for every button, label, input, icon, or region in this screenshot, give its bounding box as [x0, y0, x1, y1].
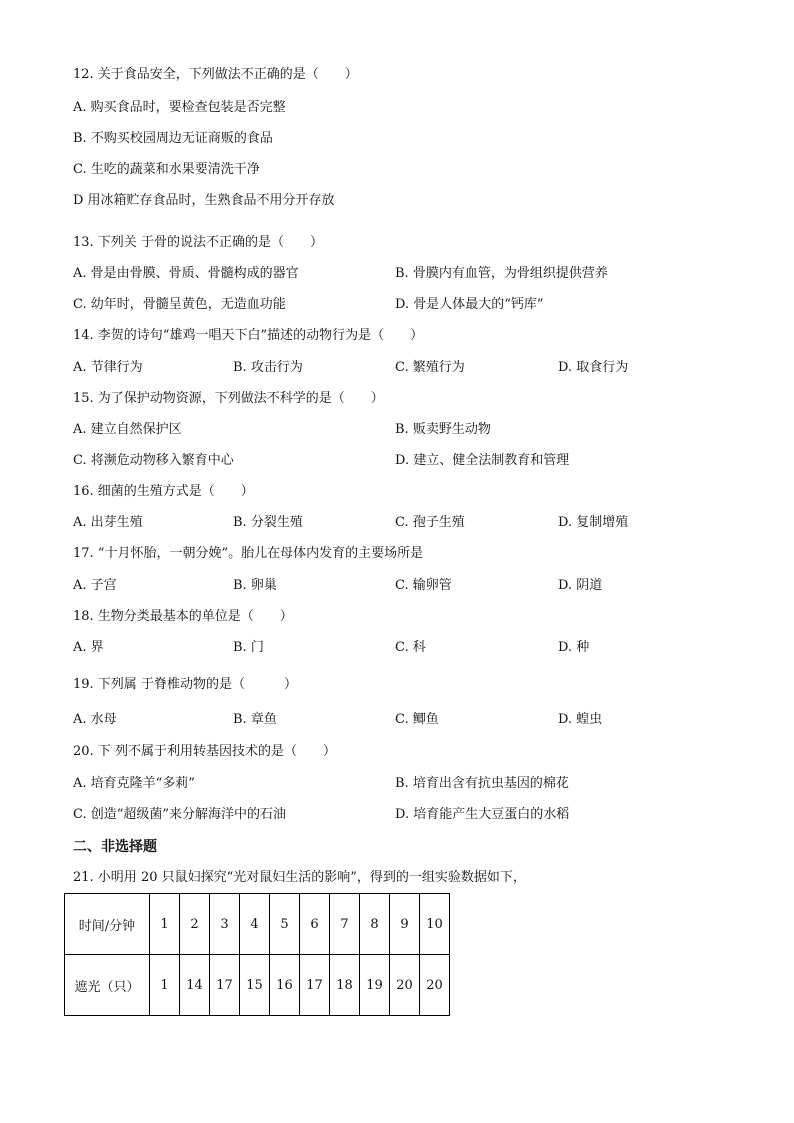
table-data-cell: 20	[390, 955, 420, 1016]
table-header-cell: 3	[210, 894, 240, 955]
question-15-stem: 15. 为了保护动物资源，下列做法不科学的是（ ）	[73, 391, 384, 406]
question-19-option-d: D. 蝗虫	[558, 712, 603, 727]
question-17-option-b: B. 卵巢	[233, 578, 277, 593]
question-12-option-c: C. 生吃的蔬菜和水果要清洗干净	[73, 162, 260, 177]
question-18-option-c: C. 科	[395, 640, 426, 655]
table-header-cell: 9	[390, 894, 420, 955]
question-15-option-a: A. 建立自然保护区	[73, 422, 182, 437]
question-13-option-d: D. 骨是人体最大的“钙库”	[395, 297, 544, 312]
question-16-option-b: B. 分裂生殖	[233, 515, 303, 530]
question-16-stem: 16. 细菌的生殖方式是（ ）	[73, 484, 254, 499]
question-20-option-d: D. 培育能产生大豆蛋白的水稻	[395, 807, 570, 822]
question-16-option-d: D. 复制增殖	[558, 515, 629, 530]
table-header-cell: 时间/分钟	[65, 894, 150, 955]
question-16-option-c: C. 孢子生殖	[395, 515, 465, 530]
question-18-option-d: D. 种	[558, 640, 590, 655]
question-19-stem: 19. 下列属 于脊椎动物的是（ ）	[73, 677, 297, 692]
question-15-option-b: B. 贩卖野生动物	[395, 422, 491, 437]
table-header-cell: 2	[180, 894, 210, 955]
question-19-option-b: B. 章鱼	[233, 712, 277, 727]
question-13-stem: 13. 下列关 于骨的说法不正确的是（ ）	[73, 235, 323, 250]
question-21-stem: 21. 小明用 20 只鼠妇探究“光对鼠妇生活的影响”，得到的一组实验数据如下，	[73, 870, 526, 885]
question-14-option-c: C. 繁殖行为	[395, 360, 465, 375]
question-15-option-d: D. 建立、健全法制教育和管理	[395, 453, 570, 468]
table-header-cell: 1	[150, 894, 180, 955]
question-12-option-a: A. 购买食品时，要检查包装是否完整	[73, 100, 286, 115]
table-header-cell: 10	[420, 894, 450, 955]
table-header-row	[65, 894, 450, 955]
question-17-option-d: D. 阴道	[558, 578, 603, 593]
question-14-option-d: D. 取食行为	[558, 360, 629, 375]
table-header-cell: 8	[360, 894, 390, 955]
table-data-cell: 14	[180, 955, 210, 1016]
question-17-option-a: A. 子宫	[73, 578, 117, 593]
question-20-stem: 20. 下 列不属于利用转基因技术的是（ ）	[73, 744, 336, 759]
question-19-option-c: C. 鲫鱼	[395, 712, 439, 727]
question-19-option-a: A. 水母	[73, 712, 117, 727]
experiment-data-table	[64, 893, 450, 1016]
question-13-option-b: B. 骨膜内有血管，为骨组织提供营养	[395, 266, 608, 281]
table-data-cell: 20	[420, 955, 450, 1016]
question-13-option-c: C. 幼年时，骨髓呈黄色，无造血功能	[73, 297, 286, 312]
question-18-option-a: A. 界	[73, 640, 104, 655]
table-data-cell: 1	[150, 955, 180, 1016]
question-16-option-a: A. 出芽生殖	[73, 515, 143, 530]
question-18-option-b: B. 门	[233, 640, 264, 655]
question-17-stem: 17. “十月怀胎，一朝分娩”。胎儿在母体内发育的主要场所是	[73, 546, 424, 561]
question-20-option-b: B. 培育出含有抗虫基因的棉花	[395, 776, 569, 791]
table-data-cell: 16	[270, 955, 300, 1016]
question-14-option-b: B. 攻击行为	[233, 360, 303, 375]
table-data-cell: 15	[240, 955, 270, 1016]
question-20-option-a: A. 培育克隆羊“多莉”	[73, 776, 195, 791]
question-17-option-c: C. 输卵管	[395, 578, 452, 593]
question-14-stem: 14. 李贺的诗句“雄鸡一唱天下白”描述的动物行为是（ ）	[73, 328, 424, 343]
question-14-option-a: A. 节律行为	[73, 360, 143, 375]
question-12-stem: 12. 关于食品安全，下列做法不正确的是（ ）	[73, 67, 358, 82]
question-12-option-d: D 用冰箱贮存食品时，生熟食品不用分开存放	[73, 193, 335, 208]
section-title: 二、非选择题	[73, 839, 157, 855]
table-header-cell: 7	[330, 894, 360, 955]
question-20-option-c: C. 创造“超级菌”来分解海洋中的石油	[73, 807, 287, 822]
question-13-option-a: A. 骨是由骨膜、骨质、骨髓构成的器官	[73, 266, 299, 281]
table-data-cell: 17	[210, 955, 240, 1016]
question-18-stem: 18. 生物分类最基本的单位是（ ）	[73, 609, 293, 624]
table-data-cell: 19	[360, 955, 390, 1016]
question-15-option-c: C. 将濒危动物移入繁育中心	[73, 453, 234, 468]
table-header-cell: 5	[270, 894, 300, 955]
table-data-cell: 18	[330, 955, 360, 1016]
table-header-cell: 6	[300, 894, 330, 955]
table-row	[65, 955, 450, 1016]
table-data-cell: 17	[300, 955, 330, 1016]
table-row-label: 遮光（只）	[65, 955, 150, 1016]
table-header-cell: 4	[240, 894, 270, 955]
question-12-option-b: B. 不购买校园周边无证商贩的食品	[73, 131, 273, 146]
